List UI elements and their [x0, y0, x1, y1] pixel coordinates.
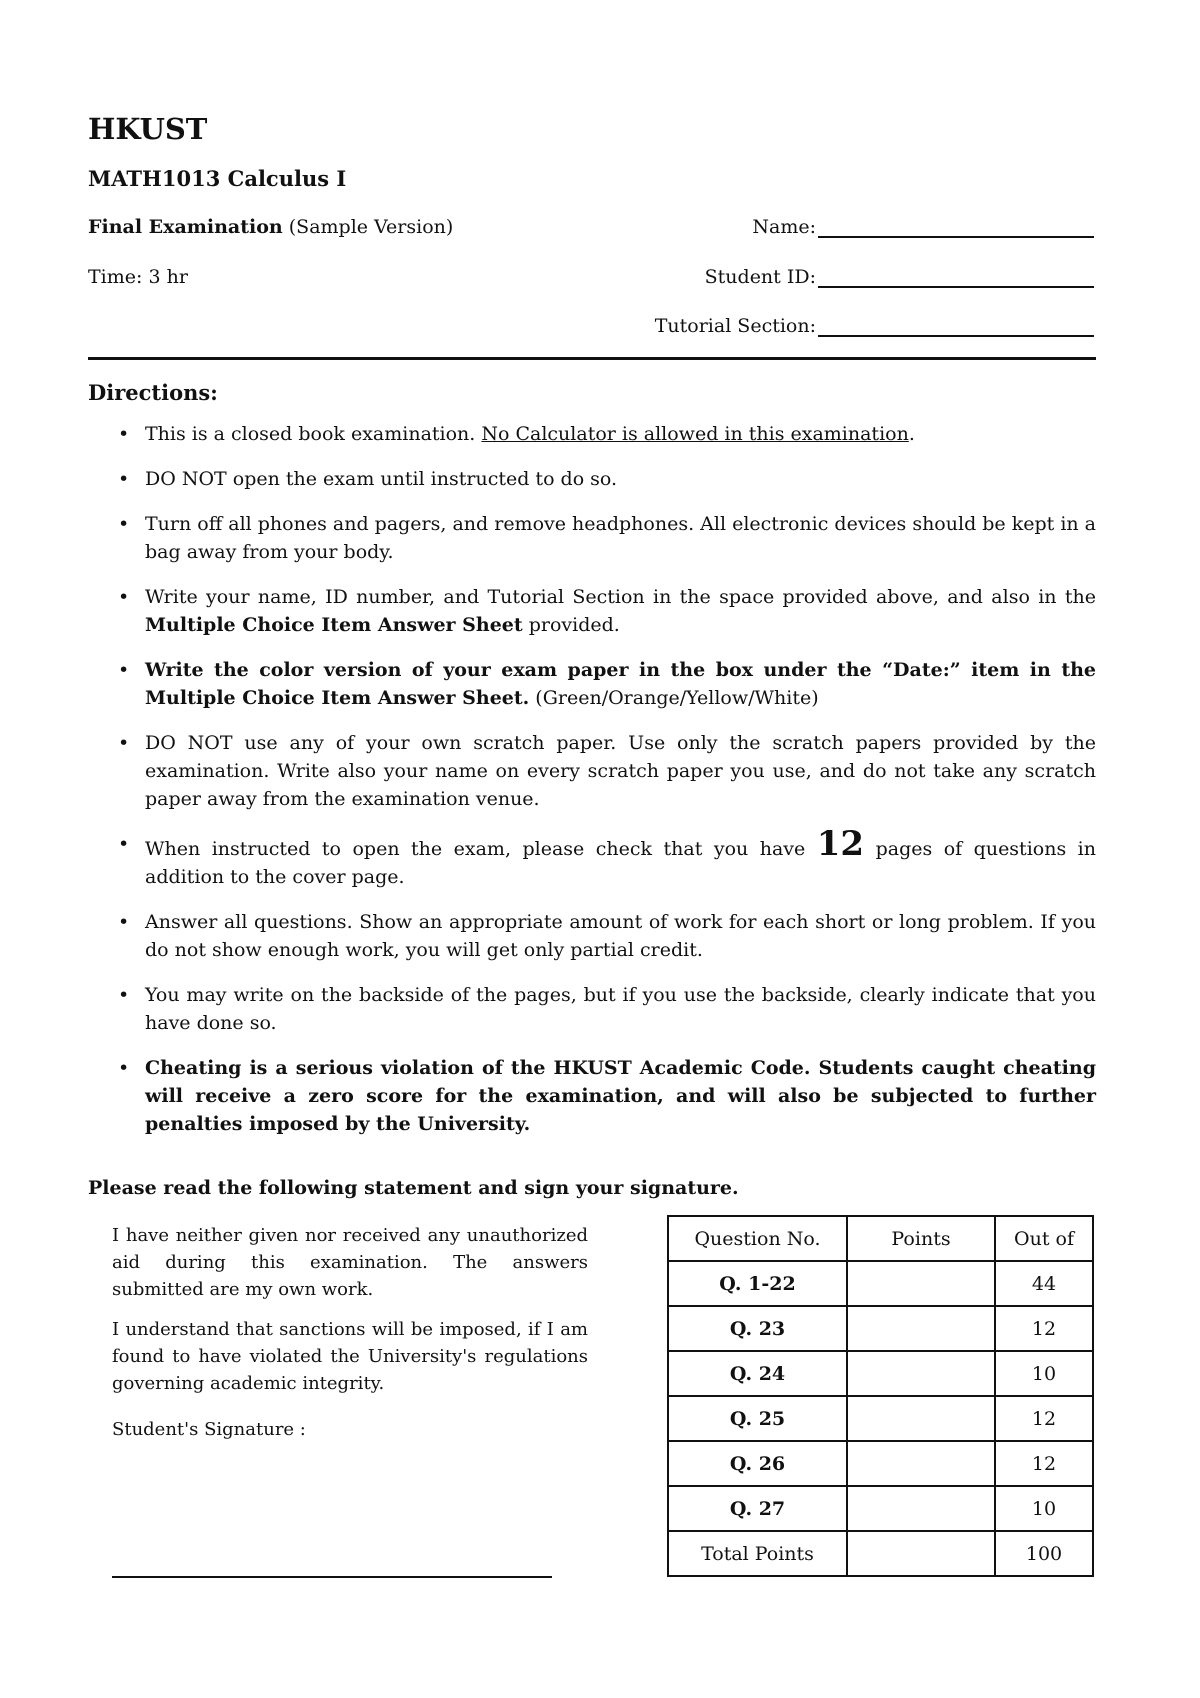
- name-blank[interactable]: [818, 214, 1094, 238]
- direction-item: [88, 583, 1096, 639]
- points-cell[interactable]: [847, 1486, 995, 1531]
- out-of-cell: 10: [995, 1486, 1093, 1531]
- student-id-blank[interactable]: [818, 264, 1094, 288]
- page-count: 12: [816, 824, 865, 864]
- direction-text: DO NOT open the exam until instructed to do so.: [145, 468, 618, 490]
- statement-paragraph-2: I understand that sanctions will be imposed, if I am found to have violated the University's regulations governing academic integrity.: [112, 1319, 588, 1394]
- table-header: Out of: [995, 1216, 1093, 1261]
- tutorial-section-field[interactable]: [655, 313, 1094, 337]
- direction-item: [88, 729, 1096, 813]
- question-cell: Q. 24: [668, 1351, 847, 1396]
- direction-item: [88, 420, 1096, 448]
- direction-emphasis: No Calculator is allowed in this examination: [481, 423, 909, 445]
- out-of-cell: 12: [995, 1441, 1093, 1486]
- out-of-cell: 12: [995, 1396, 1093, 1441]
- direction-text: Answer all questions. Show an appropriate amount of work for each short or long problem. If you do not show enough work, you will get only partial credit.: [145, 911, 1096, 961]
- exam-time: Time: 3 hr: [88, 266, 188, 288]
- direction-text: Turn off all phones and pagers, and remove headphones. All electronic devices should be kept in a bag away from your body.: [145, 513, 1096, 563]
- tutorial-section-blank[interactable]: [818, 313, 1094, 337]
- direction-item: [88, 465, 1096, 493]
- course-title: MATH1013 Calculus I: [88, 166, 347, 191]
- points-cell[interactable]: [847, 1306, 995, 1351]
- name-field[interactable]: [752, 214, 1094, 238]
- directions-list: [88, 420, 1096, 1155]
- student-id-label: Student ID:: [704, 266, 816, 288]
- statement-prompt: Please read the following statement and sign your signature.: [88, 1177, 739, 1199]
- exam-version: (Sample Version): [288, 216, 454, 238]
- table-row: [668, 1306, 1093, 1351]
- table-header-row: [668, 1216, 1093, 1261]
- direction-item: [88, 981, 1096, 1037]
- tutorial-section-label: Tutorial Section:: [654, 315, 816, 337]
- points-cell[interactable]: [847, 1441, 995, 1486]
- table-row: [668, 1351, 1093, 1396]
- direction-item: [88, 510, 1096, 566]
- direction-text: (Green/Orange/Yellow/White): [529, 687, 819, 709]
- question-cell: Q. 26: [668, 1441, 847, 1486]
- table-header: Question No.: [668, 1216, 847, 1261]
- question-cell: Q. 25: [668, 1396, 847, 1441]
- header-divider: [88, 357, 1096, 360]
- question-cell: Q. 27: [668, 1486, 847, 1531]
- direction-text: You may write on the backside of the pages, but if you use the backside, clearly indicate that you have done so.: [145, 984, 1096, 1034]
- exam-title-main: Final Examination: [88, 216, 283, 238]
- student-id-field[interactable]: [705, 264, 1094, 288]
- direction-text: This is a closed book examination.: [145, 423, 482, 445]
- direction-emphasis: Write the color version of your exam paper in the box under the “Date:” item in the Multiple Choice Item Answer Sheet.: [145, 659, 1096, 709]
- exam-title: [88, 216, 453, 238]
- direction-text: DO NOT use any of your own scratch paper. Use only the scratch papers provided by the examination. Write also your name on every scratch paper you use, and do not take any scratch paper away from the examination venue.: [145, 732, 1096, 810]
- points-cell[interactable]: [847, 1351, 995, 1396]
- signature-label: Student's Signature :: [112, 1419, 306, 1440]
- direction-text: .: [908, 423, 915, 445]
- points-cell[interactable]: [847, 1531, 995, 1576]
- direction-emphasis: Cheating is a serious violation of the HKUST Academic Code. Students caught cheating will receive a zero score for the examination, and will also be subjected to further penalties imposed by the University.: [145, 1057, 1096, 1135]
- direction-emphasis: Multiple Choice Item Answer Sheet: [145, 614, 523, 636]
- score-table: [667, 1215, 1094, 1577]
- question-cell: Q. 23: [668, 1306, 847, 1351]
- out-of-cell: 10: [995, 1351, 1093, 1396]
- table-row: [668, 1531, 1093, 1576]
- statement-paragraph-1: I have neither given nor received any unauthorized aid during this examination. The answers submitted are my own work.: [112, 1225, 588, 1300]
- institution-title: HKUST: [88, 112, 208, 146]
- table-row: [668, 1261, 1093, 1306]
- points-cell[interactable]: [847, 1396, 995, 1441]
- table-row: [668, 1441, 1093, 1486]
- direction-text: Write your name, ID number, and Tutorial Section in the space provided above, and also in the: [145, 586, 1096, 608]
- direction-text: provided.: [522, 614, 620, 636]
- question-cell: Q. 1-22: [668, 1261, 847, 1306]
- direction-item: [88, 908, 1096, 964]
- direction-text: When instructed to open the exam, please check that you have: [145, 838, 817, 860]
- table-header: Points: [847, 1216, 995, 1261]
- points-cell[interactable]: [847, 1261, 995, 1306]
- out-of-cell: 44: [995, 1261, 1093, 1306]
- direction-item: [88, 1054, 1096, 1138]
- signature-line[interactable]: [112, 1576, 552, 1578]
- direction-item: [88, 656, 1096, 712]
- direction-text: pages of questions in addition to the cover page.: [145, 838, 1096, 888]
- name-label: Name:: [752, 216, 816, 238]
- out-of-cell: 12: [995, 1306, 1093, 1351]
- directions-title: Directions:: [88, 380, 218, 405]
- table-row: [668, 1396, 1093, 1441]
- out-of-cell: 100: [995, 1531, 1093, 1576]
- question-cell: Total Points: [668, 1531, 847, 1576]
- table-row: [668, 1486, 1093, 1531]
- direction-item: [88, 824, 1096, 891]
